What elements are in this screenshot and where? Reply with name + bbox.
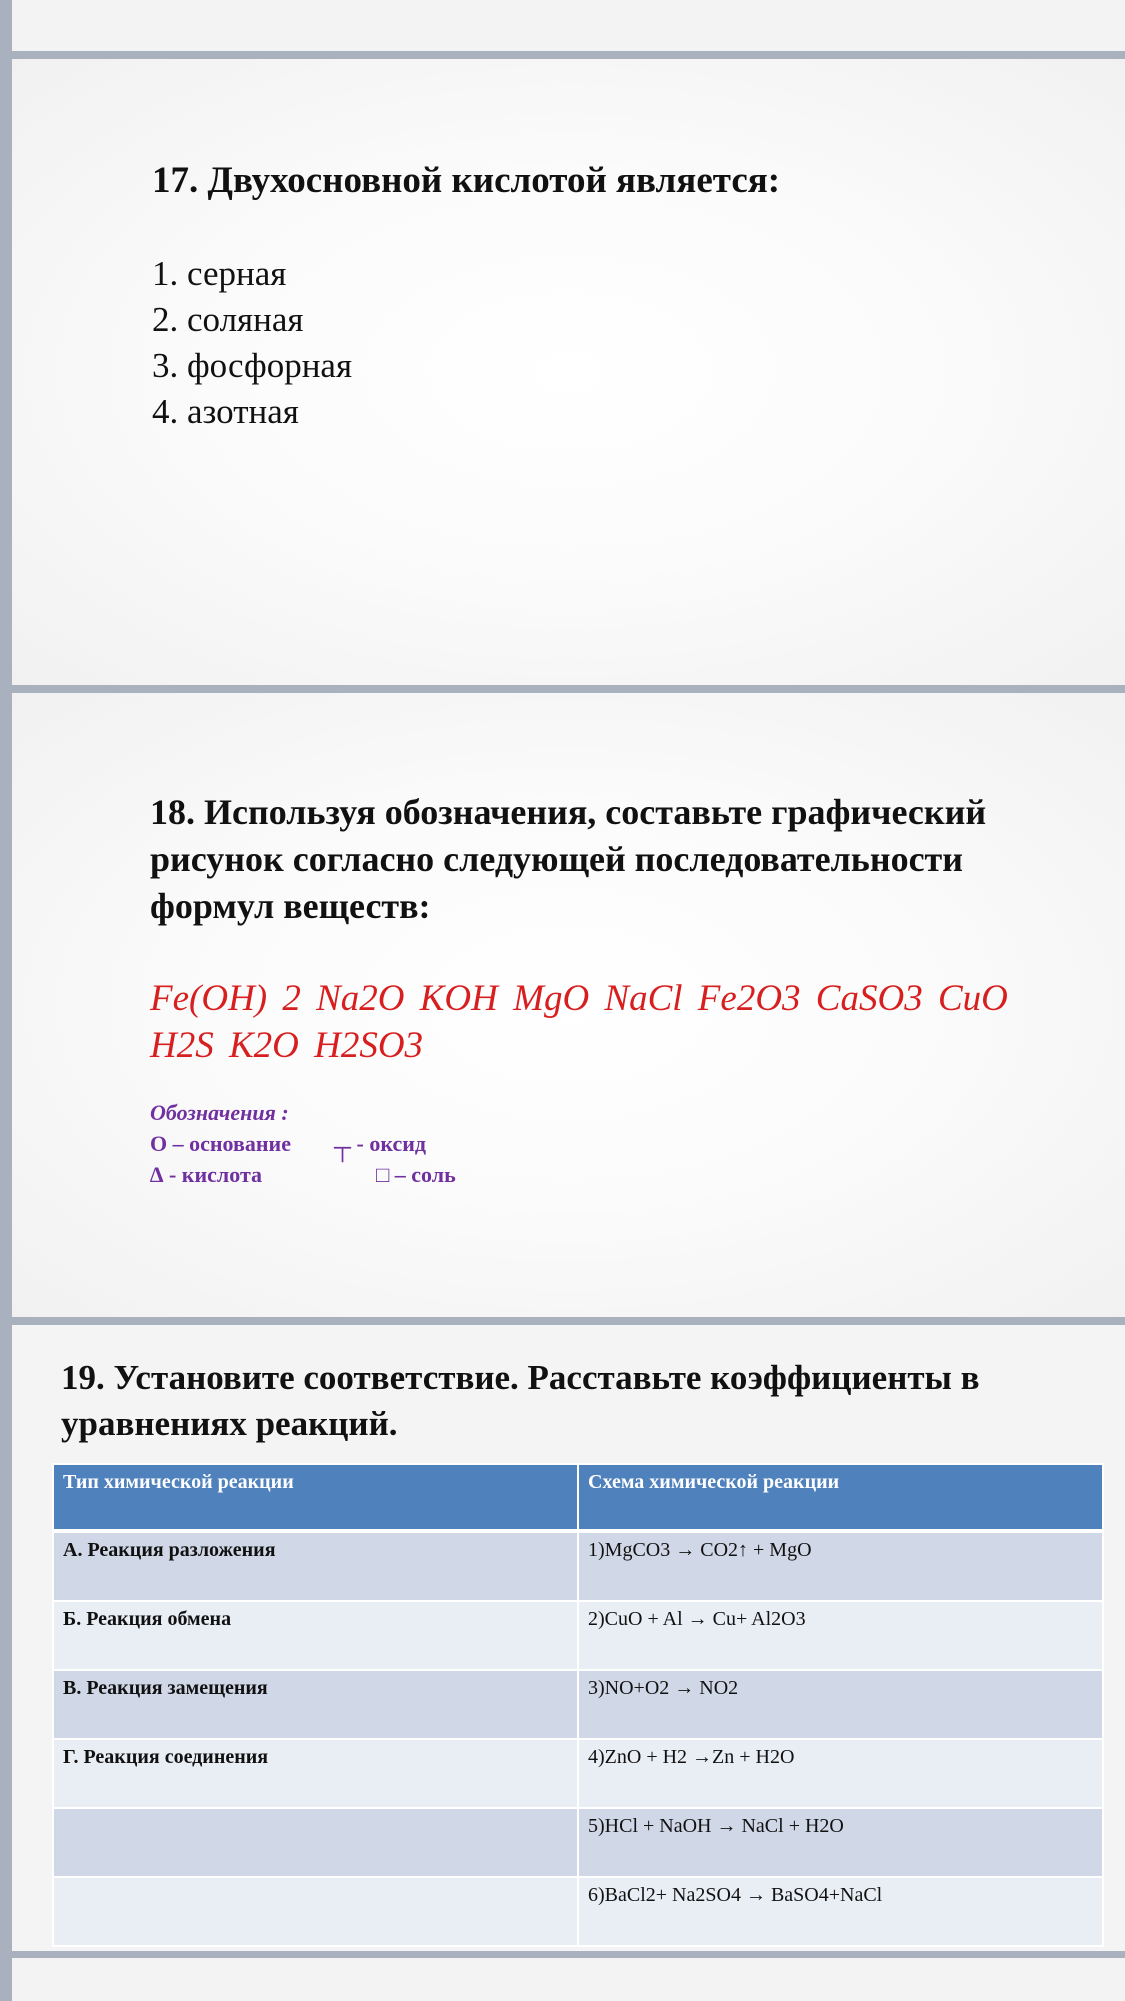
reaction-type-cell: А. Реакция разложения — [53, 1531, 578, 1601]
reaction-type-cell: Г. Реакция соединения — [53, 1739, 578, 1808]
question-17-title: 17. Двухосновной кислотой является: — [152, 160, 781, 201]
question-19-title: 19. Установите соответствие. Расставьте коэффициенты в уравнениях реакций. — [61, 1358, 980, 1443]
reaction-scheme-cell: 4)ZnO + H2 →Zn + H2O — [578, 1739, 1103, 1808]
column-header-scheme: Схема химической реакции — [578, 1464, 1103, 1531]
table-row — [53, 1670, 1103, 1739]
table-header-row — [53, 1464, 1103, 1531]
slide-question-19 — [12, 1325, 1125, 1951]
table-row — [53, 1531, 1103, 1601]
reaction-scheme-cell: 1)MgCO3 → CO2↑ + MgO — [578, 1531, 1103, 1601]
slide-question-17 — [12, 59, 1125, 685]
formula-sequence: Fe(OH) 2 Na2O KOH MgO NaCl Fe2O3 CaSO3 CuO H2S K2O H2SO3 — [150, 978, 1008, 1066]
answer-option: 4. азотная — [152, 392, 299, 431]
legend-oxide-label: - оксид — [356, 1131, 427, 1156]
answer-option: 3. фосфорная — [152, 346, 353, 385]
reaction-type-cell — [53, 1877, 578, 1946]
legend-salt: □ – соль — [376, 1162, 456, 1187]
legend-oxide — [334, 1128, 426, 1160]
reaction-type-cell — [53, 1808, 578, 1877]
legend-base: O – основание — [150, 1131, 292, 1156]
legend-row-1 — [150, 1128, 427, 1161]
reaction-scheme-cell: 2)CuO + Al → Cu+ Al2O3 — [578, 1601, 1103, 1670]
next-slide-fragment — [12, 1958, 1125, 2001]
reaction-type-cell: В. Реакция замещения — [53, 1670, 578, 1739]
question-18-title: 18. Используя обозначения, составьте графический рисунок согласно следующей последовательности формул веществ: — [150, 792, 987, 926]
left-border — [0, 0, 12, 2001]
previous-slide-fragment — [12, 0, 1125, 51]
table-row — [53, 1739, 1103, 1808]
table-row — [53, 1877, 1103, 1946]
legend-heading: Обозначения : — [150, 1100, 289, 1125]
reaction-scheme-cell: 5)HCl + NaOH → NaCl + H2O — [578, 1808, 1103, 1877]
legend — [150, 1097, 456, 1190]
reaction-scheme-cell: 6)BaCl2+ Na2SO4 → BaSO4+NaCl — [578, 1877, 1103, 1946]
slide-question-18 — [12, 693, 1125, 1317]
reaction-type-cell: Б. Реакция обмена — [53, 1601, 578, 1670]
answer-option: 2. соляная — [152, 300, 304, 339]
legend-acid: ∆ - кислота — [150, 1162, 263, 1187]
reaction-scheme-cell: 3)NO+O2 → NO2 — [578, 1670, 1103, 1739]
reaction-table — [52, 1463, 1104, 1947]
table-row — [53, 1601, 1103, 1670]
legend-row-2 — [150, 1159, 456, 1190]
table-row — [53, 1808, 1103, 1877]
oxide-symbol-icon: ┬ — [334, 1135, 352, 1161]
column-header-type: Тип химической реакции — [53, 1464, 578, 1531]
answer-option: 1. серная — [152, 254, 287, 293]
answer-options-list — [152, 251, 352, 435]
